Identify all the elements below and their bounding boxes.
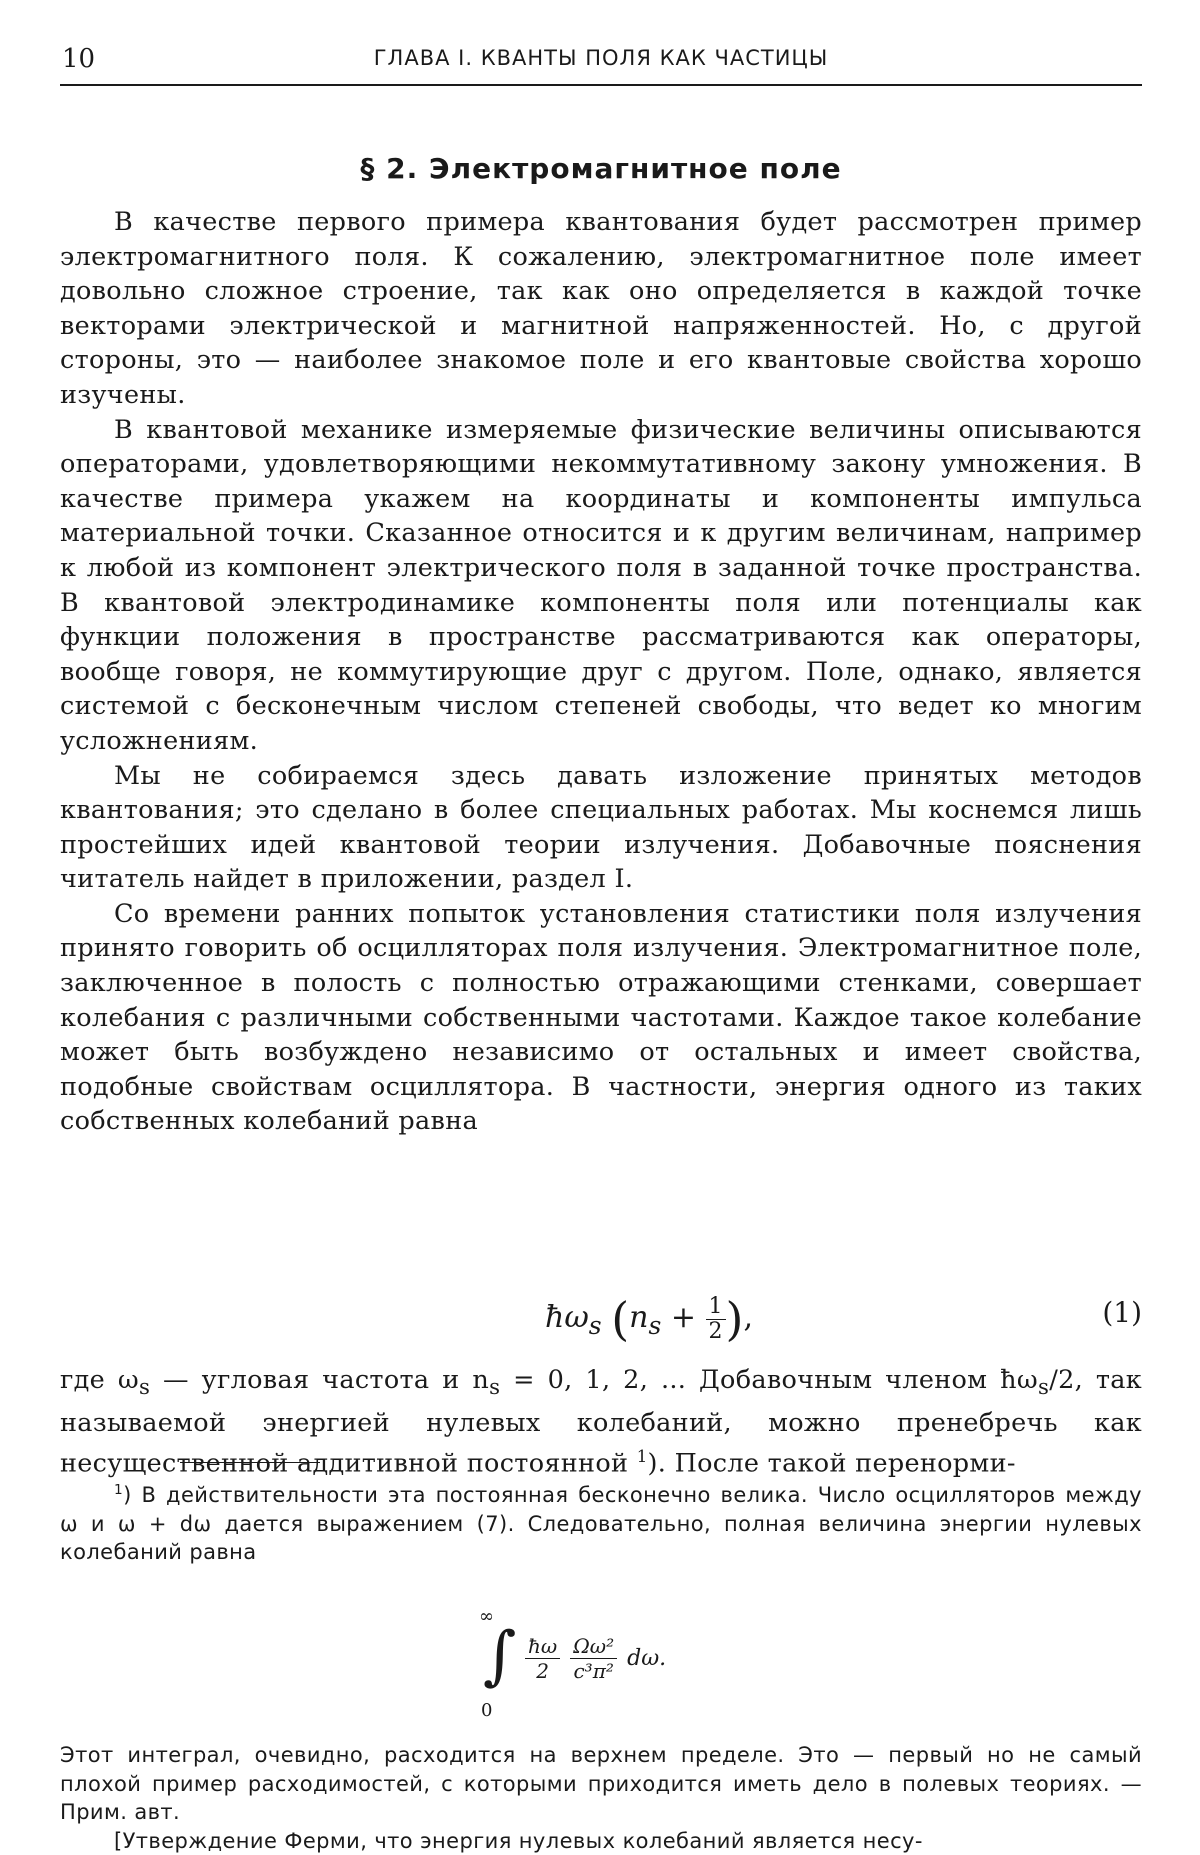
frac-num: Ωω²	[570, 1634, 617, 1659]
footnote	[60, 1476, 1142, 1567]
eq-hbar-omega: ħω	[545, 1300, 589, 1335]
eq-fraction	[706, 1295, 726, 1344]
paragraph: В квантовой механике измеряемые физические величины описываются операторами, удовлетворяющими некоммутативному закону умножения. В качестве примера укажем на координаты и компоненты импульса материальной точки. Сказанное относится и к другим величинам, например к любой из компонент электрического поля в заданной точке пространства. В квантовой электродинамике компоненты поля или потенциалы как функции положения в пространстве рассматриваются как операторы, вообще говоря, не коммутирующие друг с другом. Поле, однако, является системой с бесконечным числом степеней свободы, что ведет ко многим усложнениям.	[60, 413, 1142, 759]
footnote-body: ) В действительности эта постоянная бесконечно велика. Число осцилляторов между ω и ω + dω дается выражением (7). Следовательно, полная величина энергии нулевых колебаний равна	[60, 1483, 1142, 1564]
eq-frac-num: 1	[706, 1295, 726, 1320]
paragraph: В качестве первого примера квантования будет рассмотрен пример электромагнитного поля. К сожалению, электромагнитное поле имеет довольно сложное строение, так как оно определяется в каждой точке векторами электрической и магнитной напряженностей. Но, с другой стороны, это — наиболее знакомое поле и его квантовые свойства хорошо изучены.	[60, 205, 1142, 413]
footnote-text: Этот интеграл, очевидно, расходится на верхнем пределе. Это — первый но не самый плохой пример расходимостей, с которыми приходится иметь дело в полевых теориях. — Прим. авт.	[60, 1741, 1142, 1827]
integrand-fraction-1	[525, 1634, 560, 1683]
eq-plus: +	[671, 1300, 696, 1335]
eq-n: n	[629, 1300, 648, 1335]
text-fragment: — угловая частота и n	[150, 1365, 489, 1395]
subscript: s	[489, 1375, 500, 1400]
integral-sign: ∫	[483, 1624, 516, 1688]
equation-number: (1)	[1102, 1296, 1142, 1329]
footnote-reference[interactable]: 1	[637, 1447, 648, 1466]
section-title: § 2. Электромагнитное поле	[60, 152, 1142, 185]
text-fragment: /2, так называемой энергией нулевых колебаний, можно пренебречь как несущественной аддитивной постоянной	[60, 1365, 1142, 1479]
page-header	[60, 44, 1142, 86]
footnote-divider	[180, 1462, 320, 1463]
frac-den: c³π²	[570, 1659, 617, 1683]
eq-subscript: s	[589, 1311, 602, 1340]
equation-1	[60, 1292, 1142, 1348]
subscript: s	[139, 1375, 150, 1400]
after-equation-text	[60, 1363, 1142, 1481]
body-text	[60, 205, 1142, 1139]
page-number: 10	[62, 44, 95, 74]
footnote-text	[60, 1476, 1142, 1567]
footnote-marker: 1	[114, 1482, 123, 1498]
text-fragment: где ω	[60, 1365, 139, 1395]
integrand-fraction-2	[570, 1634, 617, 1683]
running-title: ГЛАВА I. КВАНТЫ ПОЛЯ КАК ЧАСТИЦЫ	[60, 46, 1142, 70]
integral-upper-limit: ∞	[479, 1606, 494, 1627]
subscript: s	[1038, 1375, 1049, 1400]
integrand	[525, 1634, 666, 1683]
equation-formula	[545, 1292, 753, 1346]
frac-den: 2	[525, 1659, 560, 1683]
footnote-integral	[475, 1612, 735, 1732]
eq-right-paren: )	[726, 1292, 744, 1346]
paragraph: Мы не собираемся здесь давать изложение принятых методов квантования; это сделано в более специальных работах. Мы коснемся лишь простейших идей квантовой теории излучения. Добавочные пояснения читатель найдет в приложении, раздел I.	[60, 759, 1142, 897]
integral-lower-limit: 0	[481, 1700, 492, 1721]
eq-frac-den: 2	[706, 1320, 726, 1344]
footnote-continuation	[60, 1741, 1142, 1855]
text-fragment: ). После такой перенорми-	[648, 1449, 1016, 1479]
eq-comma: ,	[744, 1300, 754, 1335]
eq-left-paren: (	[611, 1292, 629, 1346]
eq-subscript: s	[648, 1311, 661, 1340]
text-fragment: = 0, 1, 2, ... Добавочным членом ħω	[500, 1365, 1038, 1395]
integral-differential: dω.	[627, 1646, 666, 1671]
editor-note: [Утверждение Ферми, что энергия нулевых колебаний является несу-	[60, 1827, 1142, 1855]
paragraph: Со времени ранних попыток установления статистики поля излучения принято говорить об осцилляторах поля излучения. Электромагнитное поле, заключенное в полость с полностью отражающими стенками, совершает колебания с различными собственными частотами. Каждое такое колебание может быть возбуждено независимо от остальных и имеет свойства, подобные свойствам осциллятора. В частности, энергия одного из таких собственных колебаний равна	[60, 897, 1142, 1139]
frac-num: ħω	[525, 1634, 560, 1659]
paragraph	[60, 1363, 1142, 1481]
